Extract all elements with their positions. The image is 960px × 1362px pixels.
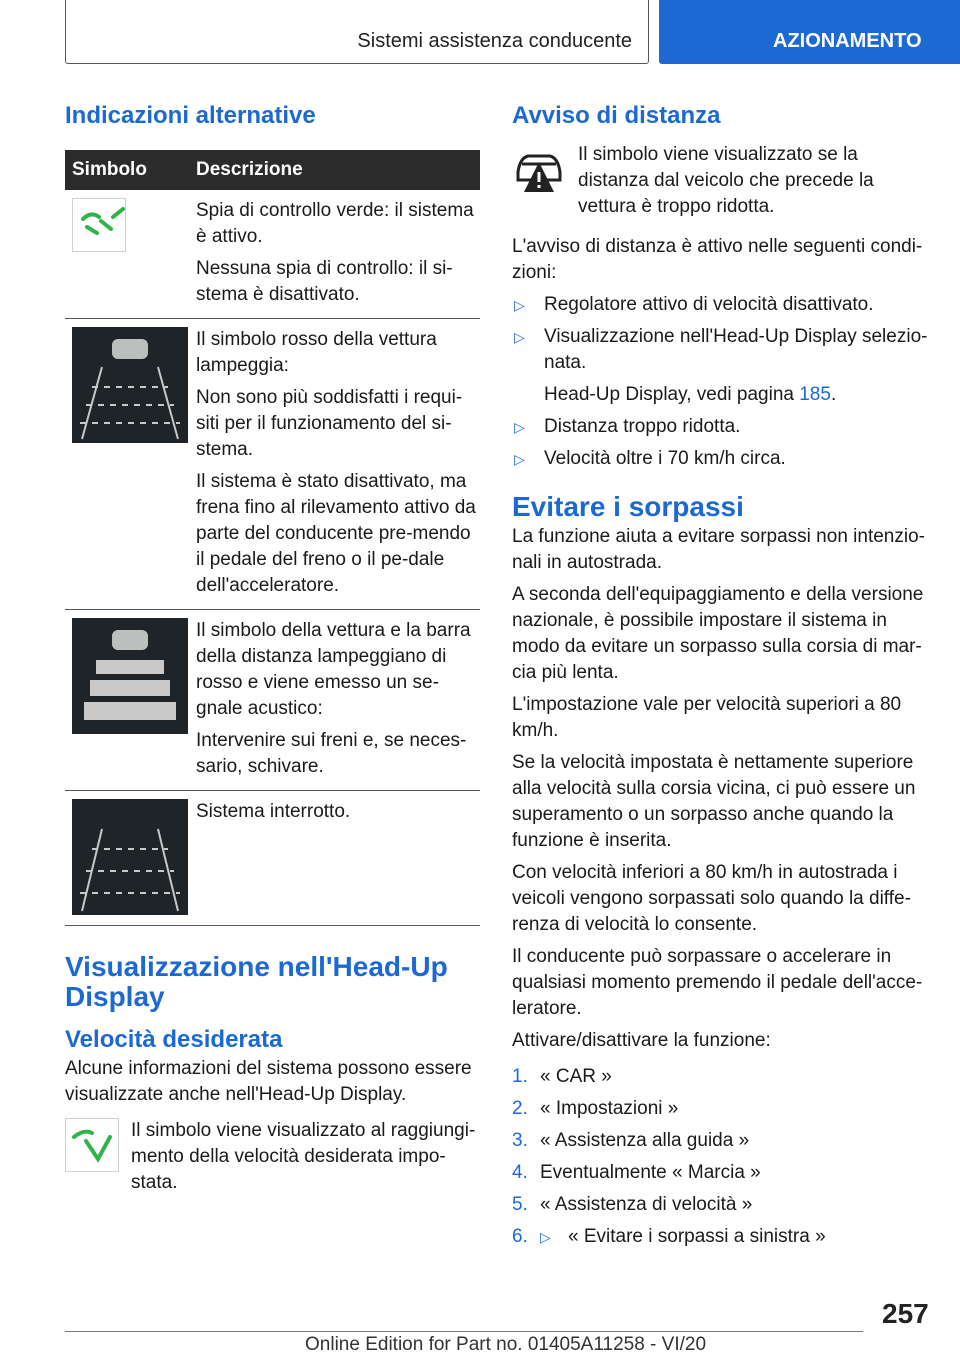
table-row: [65, 319, 480, 610]
hud-reference-text: Head-Up Display, vedi pagina: [544, 384, 794, 405]
triangle-bullet-icon: ▷: [514, 451, 525, 467]
section-title-alternative: Indicazioni alternative: [65, 102, 316, 129]
list-item: 3. « Assistenza alla guida »: [512, 1130, 750, 1151]
speed-intro-text: Alcune informazioni del sistema possono essere visualizzate anche nell'Head-Up Display.: [65, 1058, 472, 1105]
table-header-description: Descrizione: [196, 159, 303, 180]
overtake-para: Attivare/disattivare la funzione:: [512, 1030, 771, 1051]
overtake-para: Il conducente può sorpassare o accelerare in qualsiasi momento premendo il pedale dell'acce-leratore.: [512, 946, 923, 1019]
section-title-distance: Avviso di distanza: [512, 102, 721, 129]
row3-para2: Intervenire sui freni e, se neces-sario, schivare.: [196, 730, 467, 777]
triangle-bullet-icon: ▷: [514, 297, 525, 313]
list-item: ▷ Regolatore attivo di velocità disattivato.: [512, 292, 928, 318]
table-row: [65, 610, 480, 791]
list-item: ▷ Velocità oltre i 70 km/h circa.: [512, 446, 928, 472]
row4-para1: Sistema interrotto.: [196, 801, 351, 822]
hud-interrupted-icon: [72, 799, 188, 915]
triangle-bullet-icon: ▷: [540, 1229, 551, 1245]
row2-para3: Il sistema è stato disattivato, ma frena fino al rilevamento attivo da parte del conducente pre-mendo il pedale del freno o il pe-dale dell'acceleratore.: [196, 471, 476, 596]
header-chapter-tab[interactable]: [659, 0, 960, 64]
overtake-para: Con velocità inferiori a 80 km/h in autostrada i veicoli vengono sorpassati solo quando la diffe-renza di velocità lo consente.: [512, 862, 911, 935]
header-chapter-label: AZIONAMENTO: [773, 30, 922, 52]
table-row: [65, 190, 480, 319]
section-title-overtake: Evitare i sorpassi: [512, 491, 744, 522]
row1-para2: Nessuna spia di controllo: il si-stema è disattivato.: [196, 258, 453, 305]
triangle-bullet-icon: ▷: [514, 419, 525, 435]
left-column: [65, 100, 480, 1196]
footer-edition: Online Edition for Part no. 01405A11258 - VI/20: [305, 1334, 707, 1355]
row2-para1: Il simbolo rosso della vettura lampeggia:: [196, 329, 437, 376]
list-item: 2. « Impostazioni »: [512, 1098, 679, 1119]
list-item: 5. « Assistenza di velocità »: [512, 1194, 753, 1215]
distance-intro: L'avviso di distanza è attivo nelle seguenti condi-zioni:: [512, 236, 923, 283]
hud-distance-bar-icon: [72, 618, 188, 734]
distance-warning-text: Il simbolo viene visualizzato se la distanza dal veicolo che precede la vettura è troppo ridotta.: [578, 144, 874, 217]
subsection-title-speed: Velocità desiderata: [65, 1026, 283, 1053]
speed-icon-text: Il simbolo viene visualizzato al raggiungi-mento della velocità desiderata impo-stata.: [131, 1120, 476, 1193]
distance-warning-icon: [512, 142, 566, 196]
overtake-para: Se la velocità impostata è nettamente superiore alla velocità sulla corsia vicina, ci può essere un superamento o un sorpasso anche quando la funzione è inserita.: [512, 752, 916, 851]
header-section-box: [65, 0, 649, 64]
table-header: [65, 150, 480, 190]
triangle-bullet-icon: ▷: [514, 329, 525, 345]
symbol-table: [65, 150, 480, 926]
hud-car-red-icon: [72, 327, 188, 443]
overtake-para: La funzione aiuta a evitare sorpassi non intenzio-nali in autostrada.: [512, 526, 925, 573]
section-title-hud: Visualizzazione nell'Head-Up Display: [65, 951, 448, 1012]
footer-divider: [65, 1331, 863, 1332]
table-header-symbol: Simbolo: [72, 159, 147, 180]
header-section-title: Sistemi assistenza conducente: [357, 30, 632, 52]
page-link-185[interactable]: 185: [799, 384, 831, 405]
green-speedometer-icon: [72, 198, 126, 252]
list-item: ▷ Visualizzazione nell'Head-Up Display selezio-nata. Head-Up Display, vedi pagina 185.: [512, 324, 928, 408]
overtake-para: A seconda dell'equipaggiamento e della versione nazionale, è possibile impostare il sistema in modo da evitare un sorpasso sulla corsia di mar-cia più lenta.: [512, 584, 924, 683]
list-item: 4. Eventualmente « Marcia »: [512, 1162, 761, 1183]
page-number: 257: [882, 1298, 929, 1329]
list-item: ▷ Distanza troppo ridotta.: [512, 414, 928, 440]
list-item: 6. ▷ « Evitare i sorpassi a sinistra »: [512, 1224, 928, 1250]
speed-reached-icon: [65, 1118, 119, 1172]
right-column: [512, 100, 928, 1250]
overtake-para: L'impostazione vale per velocità superiori a 80 km/h.: [512, 694, 902, 741]
table-row: [65, 791, 480, 926]
row1-para1: Spia di controllo verde: il sistema è attivo.: [196, 200, 474, 247]
row3-para1: Il simbolo della vettura e la barra della distanza lampeggiano di rosso e viene emesso un se-gnale acustico:: [196, 620, 471, 719]
list-item: 1. « CAR »: [512, 1066, 612, 1087]
row2-para2: Non sono più soddisfatti i requi-siti per il funzionamento del si-stema.: [196, 387, 463, 460]
